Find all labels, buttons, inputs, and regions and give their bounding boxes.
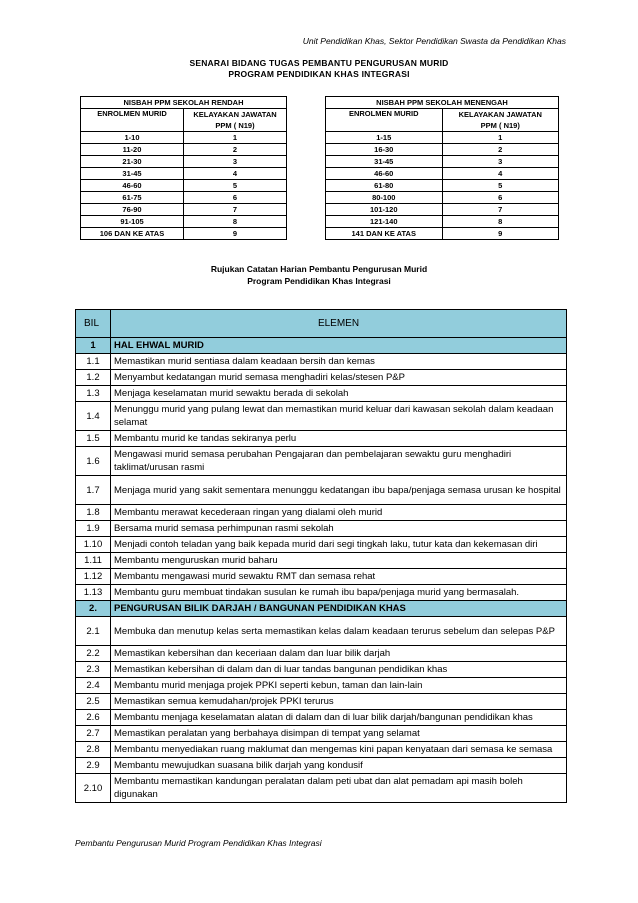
row-number: 1.5: [76, 431, 111, 447]
footer-note: Pembantu Pengurusan Murid Program Pendidikan Khas Integrasi: [75, 838, 322, 848]
ratio-row: [81, 180, 287, 192]
row-number: 2.5: [76, 694, 111, 710]
table-row: [76, 402, 567, 431]
quota-cell: 7: [184, 204, 287, 216]
quota-cell: 7: [442, 204, 559, 216]
row-number: 1.9: [76, 521, 111, 537]
row-element-text: Membantu mengawasi murid sewaktu RMT dan semasa rehat: [111, 569, 567, 585]
enrolment-cell: 1-15: [326, 132, 443, 144]
col-enrolment-header: ENROLMEN MURID: [326, 109, 443, 132]
quota-cell: 4: [442, 168, 559, 180]
enrolment-cell: 16-30: [326, 144, 443, 156]
quota-cell: 8: [442, 216, 559, 228]
reference-line-1: Rujukan Catatan Harian Pembantu Pengurusan Murid: [210, 264, 428, 274]
col-quota-header-line1: KELAYAKAN JAWATAN: [442, 109, 559, 121]
row-element-text: Membantu mewujudkan suasana bilik darjah yang kondusif: [111, 758, 567, 774]
row-element-text: Membantu menguruskan murid baharu: [111, 553, 567, 569]
col-quota-header-line2: PPM ( N19): [184, 120, 287, 132]
reference-caption: [0, 263, 638, 287]
quota-cell: 9: [184, 228, 287, 240]
ratio-row: [326, 144, 559, 156]
row-element-text: Mengawasi murid semasa perubahan Pengajaran dan pembelajaran sewaktu guru menghadiri taklimat/urusan rasmi: [111, 447, 567, 476]
col-elemen-header: ELEMEN: [111, 310, 567, 338]
ratio-row: [81, 144, 287, 156]
table-row: [76, 710, 567, 726]
ratio-table-primary: [80, 96, 287, 240]
row-number: 1.8: [76, 505, 111, 521]
row-element-text: Membuka dan menutup kelas serta memastikan kelas dalam keadaan terurus sebelum dan selepas P&P: [111, 617, 567, 646]
row-number: 2.6: [76, 710, 111, 726]
row-element-text: Memastikan kebersihan di dalam dan di luar tandas bangunan pendidikan khas: [111, 662, 567, 678]
enrolment-cell: 11-20: [81, 144, 184, 156]
enrolment-cell: 141 DAN KE ATAS: [326, 228, 443, 240]
table-row: [76, 617, 567, 646]
row-element-text: Memastikan murid sentiasa dalam keadaan bersih dan kemas: [111, 354, 567, 370]
quota-cell: 2: [442, 144, 559, 156]
ratio-row: [326, 228, 559, 240]
col-enrolment-header: ENROLMEN MURID: [81, 109, 184, 132]
row-number: 2.9: [76, 758, 111, 774]
quota-cell: 4: [184, 168, 287, 180]
row-element-text: Membantu menjaga keselamatan alatan di dalam dan di luar bilik darjah/bangunan pendidikan khas: [111, 710, 567, 726]
enrolment-cell: 46-60: [81, 180, 184, 192]
quota-cell: 6: [184, 192, 287, 204]
quota-cell: 2: [184, 144, 287, 156]
row-element-text: Membantu guru membuat tindakan susulan ke rumah ibu bapa/penjaga murid yang bermasalah.: [111, 585, 567, 601]
row-element-text: Menjadi contoh teladan yang baik kepada murid dari segi tingkah laku, tutur kata dan kekemasan diri: [111, 537, 567, 553]
table-row: [76, 505, 567, 521]
ratio-row: [81, 228, 287, 240]
table-row: [76, 726, 567, 742]
header-note: Unit Pendidikan Khas, Sektor Pendidikan Swasta da Pendidikan Khas: [302, 36, 566, 46]
quota-cell: 9: [442, 228, 559, 240]
document-title: [0, 58, 638, 80]
table-row: [76, 521, 567, 537]
table-row: [76, 646, 567, 662]
ratio-table-body: [81, 132, 287, 240]
table-row: [76, 662, 567, 678]
ratio-row: [326, 204, 559, 216]
ratio-row: [326, 168, 559, 180]
enrolment-cell: 80-100: [326, 192, 443, 204]
ratio-table-title: NISBAH PPM SEKOLAH MENENGAH: [326, 97, 559, 109]
enrolment-cell: 61-80: [326, 180, 443, 192]
ratio-row: [81, 168, 287, 180]
ratio-row: [326, 216, 559, 228]
row-element-text: PENGURUSAN BILIK DARJAH / BANGUNAN PENDIDIKAN KHAS: [111, 601, 567, 617]
row-number: 2.7: [76, 726, 111, 742]
row-number: 1.7: [76, 476, 111, 505]
row-element-text: Menjaga keselamatan murid sewaktu berada di sekolah: [111, 386, 567, 402]
row-element-text: HAL EHWAL MURID: [111, 338, 567, 354]
row-number: 1.13: [76, 585, 111, 601]
enrolment-cell: 121-140: [326, 216, 443, 228]
table-row: [76, 585, 567, 601]
ratio-row: [326, 156, 559, 168]
ratio-table-body: [326, 132, 559, 240]
section-row: [76, 601, 567, 617]
table-row: [76, 537, 567, 553]
enrolment-cell: 1-10: [81, 132, 184, 144]
table-row: [76, 742, 567, 758]
ratio-row: [81, 132, 287, 144]
row-number: 1.1: [76, 354, 111, 370]
table-row: [76, 354, 567, 370]
ratio-table-title: NISBAH PPM SEKOLAH RENDAH: [81, 97, 287, 109]
row-number: 1.2: [76, 370, 111, 386]
col-quota-header-line2: PPM ( N19): [442, 120, 559, 132]
row-number: 2.10: [76, 774, 111, 803]
row-element-text: Membantu menyediakan ruang maklumat dan mengemas kini papan kenyataan dari semasa ke semasa: [111, 742, 567, 758]
table-row: [76, 431, 567, 447]
col-quota-header-line1: KELAYAKAN JAWATAN: [184, 109, 287, 121]
ratio-row: [81, 216, 287, 228]
table-row: [76, 694, 567, 710]
row-number: 2.3: [76, 662, 111, 678]
enrolment-cell: 21-30: [81, 156, 184, 168]
row-number: 1.10: [76, 537, 111, 553]
row-number: 2.2: [76, 646, 111, 662]
table-row: [76, 370, 567, 386]
enrolment-cell: 46-60: [326, 168, 443, 180]
quota-cell: 1: [442, 132, 559, 144]
quota-cell: 8: [184, 216, 287, 228]
row-number: 2.4: [76, 678, 111, 694]
quota-cell: 5: [184, 180, 287, 192]
row-element-text: Memastikan kebersihan dan keceriaan dalam dan luar bilik darjah: [111, 646, 567, 662]
enrolment-cell: 91-105: [81, 216, 184, 228]
table-row: [76, 386, 567, 402]
row-number: 1.11: [76, 553, 111, 569]
table-row: [76, 774, 567, 803]
row-element-text: Memastikan peralatan yang berbahaya disimpan di tempat yang selamat: [111, 726, 567, 742]
enrolment-cell: 101-120: [326, 204, 443, 216]
ratio-table-secondary: [325, 96, 559, 240]
table-row: [76, 476, 567, 505]
ratio-row: [326, 192, 559, 204]
quota-cell: 1: [184, 132, 287, 144]
row-element-text: Menunggu murid yang pulang lewat dan memastikan murid keluar dari kawasan sekolah dalam keadaan selamat: [111, 402, 567, 431]
table-row: [76, 678, 567, 694]
ratio-row: [326, 180, 559, 192]
row-element-text: Membantu memastikan kandungan peralatan dalam peti ubat dan alat pemadam api masih boleh digunakan: [111, 774, 567, 803]
table-row: [76, 758, 567, 774]
row-element-text: Membantu merawat kecederaan ringan yang dialami oleh murid: [111, 505, 567, 521]
enrolment-cell: 76-90: [81, 204, 184, 216]
row-number: 1.6: [76, 447, 111, 476]
title-line-2: PROGRAM PENDIDIKAN KHAS INTEGRASI: [228, 69, 410, 79]
duties-table-body: [76, 338, 567, 803]
ratio-row: [81, 204, 287, 216]
row-number: 2.: [76, 601, 111, 617]
enrolment-cell: 106 DAN KE ATAS: [81, 228, 184, 240]
row-number: 2.8: [76, 742, 111, 758]
col-bil-header: BIL: [76, 310, 111, 338]
ratio-row: [81, 192, 287, 204]
enrolment-cell: 61-75: [81, 192, 184, 204]
table-row: [76, 569, 567, 585]
row-element-text: Menjaga murid yang sakit sementara menunggu kedatangan ibu bapa/penjaga semasa urusan ke hospital: [111, 476, 567, 505]
table-row: [76, 553, 567, 569]
duties-table: [75, 309, 567, 803]
row-element-text: Bersama murid semasa perhimpunan rasmi sekolah: [111, 521, 567, 537]
quota-cell: 5: [442, 180, 559, 192]
row-element-text: Membantu murid menjaga projek PPKI seperti kebun, taman dan lain-lain: [111, 678, 567, 694]
table-row: [76, 447, 567, 476]
quota-cell: 3: [442, 156, 559, 168]
row-number: 1.3: [76, 386, 111, 402]
row-number: 1: [76, 338, 111, 354]
ratio-row: [81, 156, 287, 168]
row-element-text: Memastikan semua kemudahan/projek PPKI terurus: [111, 694, 567, 710]
row-element-text: Menyambut kedatangan murid semasa menghadiri kelas/stesen P&P: [111, 370, 567, 386]
enrolment-cell: 31-45: [81, 168, 184, 180]
row-number: 1.12: [76, 569, 111, 585]
section-row: [76, 338, 567, 354]
quota-cell: 6: [442, 192, 559, 204]
quota-cell: 3: [184, 156, 287, 168]
row-number: 1.4: [76, 402, 111, 431]
row-element-text: Membantu murid ke tandas sekiranya perlu: [111, 431, 567, 447]
row-number: 2.1: [76, 617, 111, 646]
reference-line-2: Program Pendidikan Khas Integrasi: [247, 276, 391, 286]
enrolment-cell: 31-45: [326, 156, 443, 168]
ratio-row: [326, 132, 559, 144]
title-line-1: SENARAI BIDANG TUGAS PEMBANTU PENGURUSAN MURID: [189, 58, 449, 68]
